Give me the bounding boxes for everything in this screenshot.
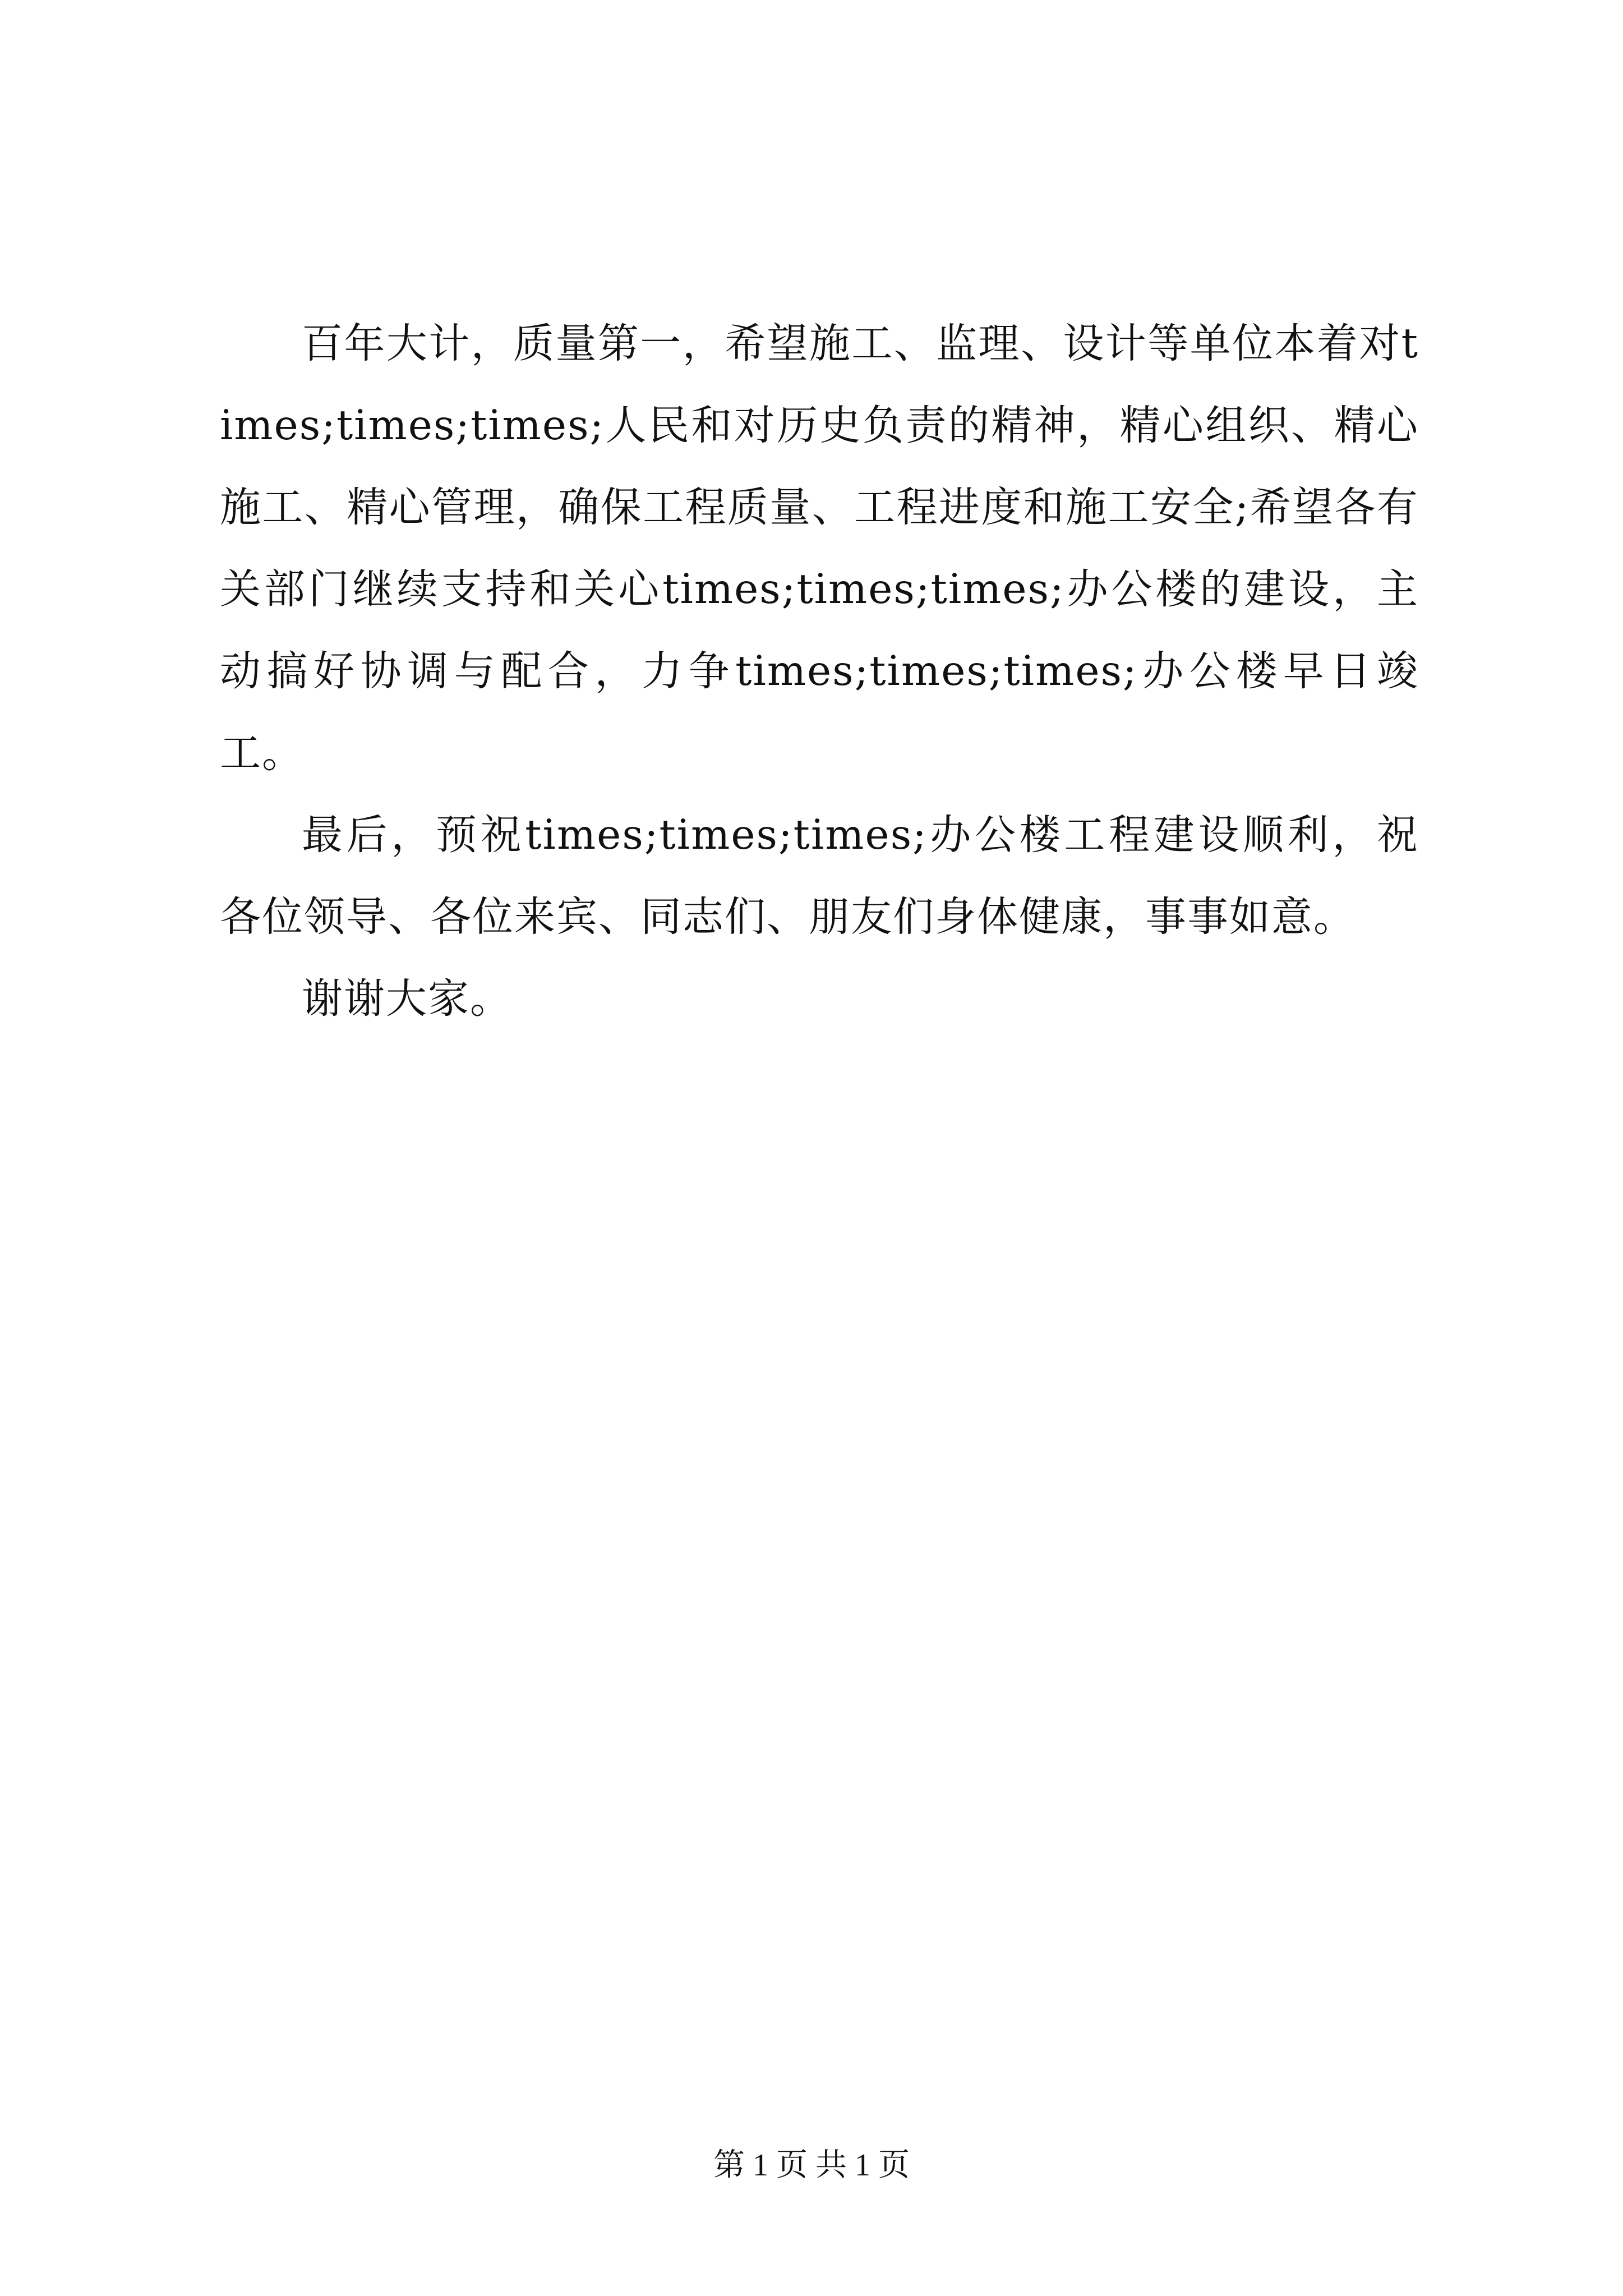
- paragraph-closing-wishes: 百年大计，质量第一，希望施工、监理、设计等单位本着对times;times;times;人民和对历史负责的精神，精心组织、精心施工、精心管理，确保工程质量、工程进度和施工安全;希望各有关部门继续支持和关心times;times;times;办公楼的建设，主动搞好协调与配合，力争times;times;times;办公楼早日竣工。: [220, 320, 1419, 777]
- paragraph-thanks: 谢谢大家。: [302, 975, 512, 1023]
- page-footer: 第 1 页 共 1 页: [713, 2148, 910, 2183]
- paragraph-final-blessing: 最后，预祝times;times;times;办公楼工程建设顺利，祝各位领导、各位来宾、同志们、朋友们身体健康，事事如意。: [220, 811, 1419, 941]
- document-body: [220, 303, 1419, 1040]
